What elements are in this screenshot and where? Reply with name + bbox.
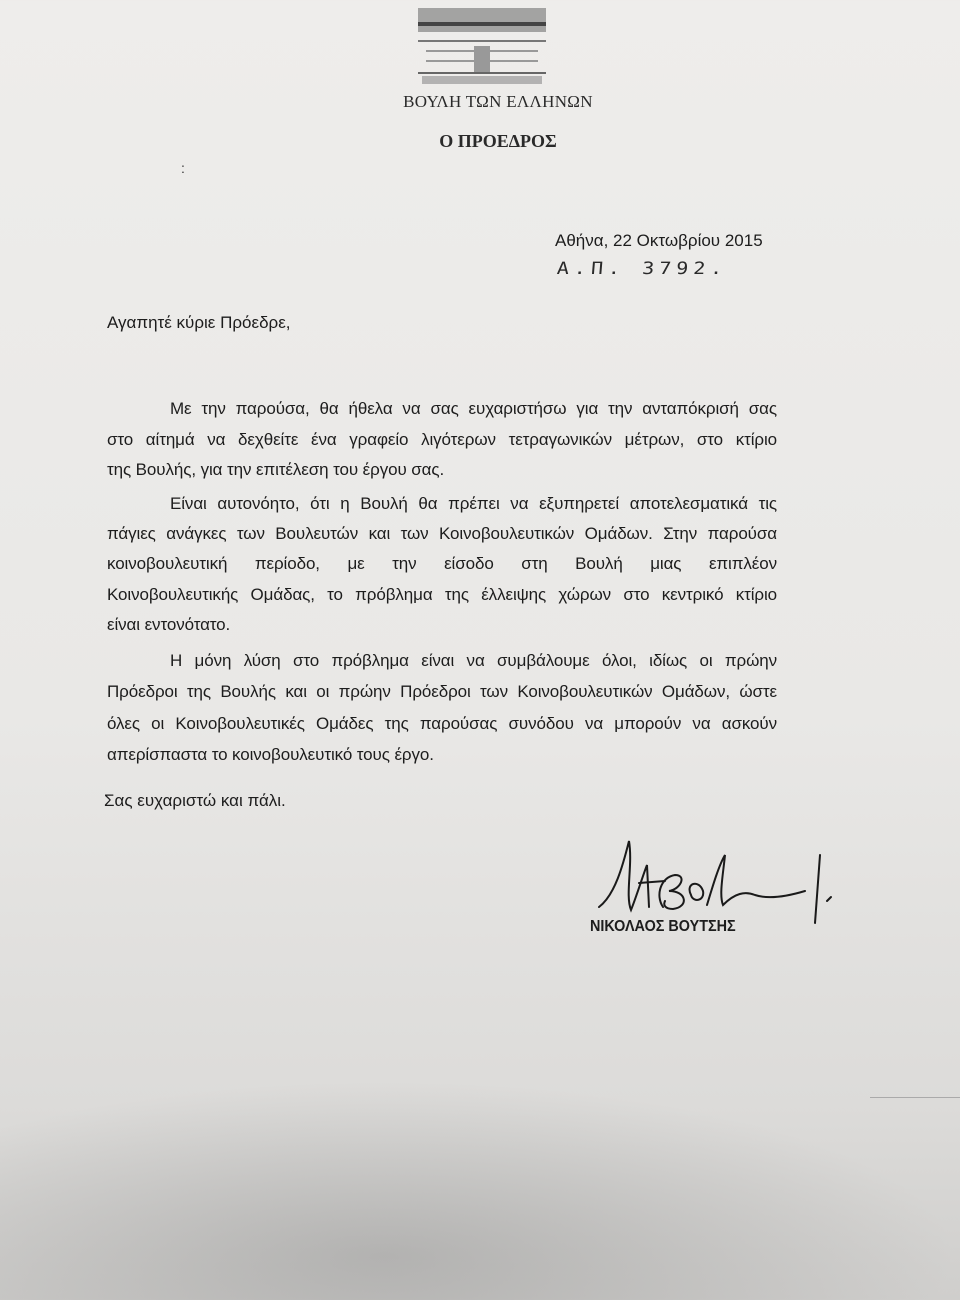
- paragraph-2-line: πάγιες ανάγκες των Βουλευτών και των Κοινοβουλευτικών Ομάδων. Στην παρούσα: [107, 524, 777, 543]
- greeting: Αγαπητέ κύριε Πρόεδρε,: [107, 313, 291, 332]
- paragraph-2-line: κοινοβουλευτική περίοδο, με την είσοδο στη Βουλή μιας επιπλέον: [107, 554, 777, 573]
- paragraph-3-line: Η μόνη λύση στο πρόβλημα είναι να συμβάλουμε όλοι, ιδίως οι πρώην: [170, 651, 777, 670]
- closing-line: Σας ευχαριστώ και πάλι.: [104, 791, 286, 810]
- paragraph-3-line: Πρόεδροι της Βουλής και οι πρώην Πρόεδροι των Κοινοβουλευτικών Ομάδων, ώστε: [107, 682, 777, 701]
- photo-shadow: [0, 1080, 960, 1300]
- date-line: Αθήνα, 22 Οκτωβρίου 2015: [555, 231, 763, 250]
- protocol-number: Α.Π. 3792.: [556, 257, 729, 279]
- paragraph-3-line: όλες οι Κοινοβουλευτικές Ομάδες της παρούσας συνόδου να μπορούν να ασκούν: [107, 714, 777, 733]
- parliament-building-logo: [418, 6, 546, 86]
- paragraph-1-line: της Βουλής, για την επιτέλεση του έργου σας.: [107, 460, 445, 479]
- paragraph-2-line: Είναι αυτονόητο, ότι η Βουλή θα πρέπει να εξυπηρετεί αποτελεσματικά τις: [170, 494, 777, 513]
- paragraph-1-line: Με την παρούσα, θα ήθελα να σας ευχαριστήσω για την ανταπόκρισή σας: [170, 399, 777, 418]
- paragraph-2-line: είναι εντονότατο.: [107, 615, 231, 634]
- office-title: Ο ΠΡΟΕΔΡΟΣ: [439, 131, 557, 151]
- paragraph-3-line: απερίσπαστα το κοινοβουλευτικό τους έργο.: [107, 745, 434, 764]
- paragraph-1-line: στο αίτημά να δεχθείτε ένα γραφείο λιγότερων τετραγωνικών μέτρων, στο κτίριο: [107, 430, 777, 449]
- signatory-name: ΝΙΚΟΛΑΟΣ ΒΟΥΤΣΗΣ: [590, 918, 736, 935]
- pen-mark: [870, 1097, 960, 1098]
- institution-name: ΒΟΥΛΗ ΤΩΝ ΕΛΛΗΝΩΝ: [403, 92, 593, 111]
- handwritten-signature: [595, 835, 840, 925]
- stray-mark: :: [181, 160, 185, 176]
- paragraph-2-line: Κοινοβουλευτικής Ομάδας, το πρόβλημα της έλλειψης χώρων στο κεντρικό κτίριο: [107, 585, 777, 604]
